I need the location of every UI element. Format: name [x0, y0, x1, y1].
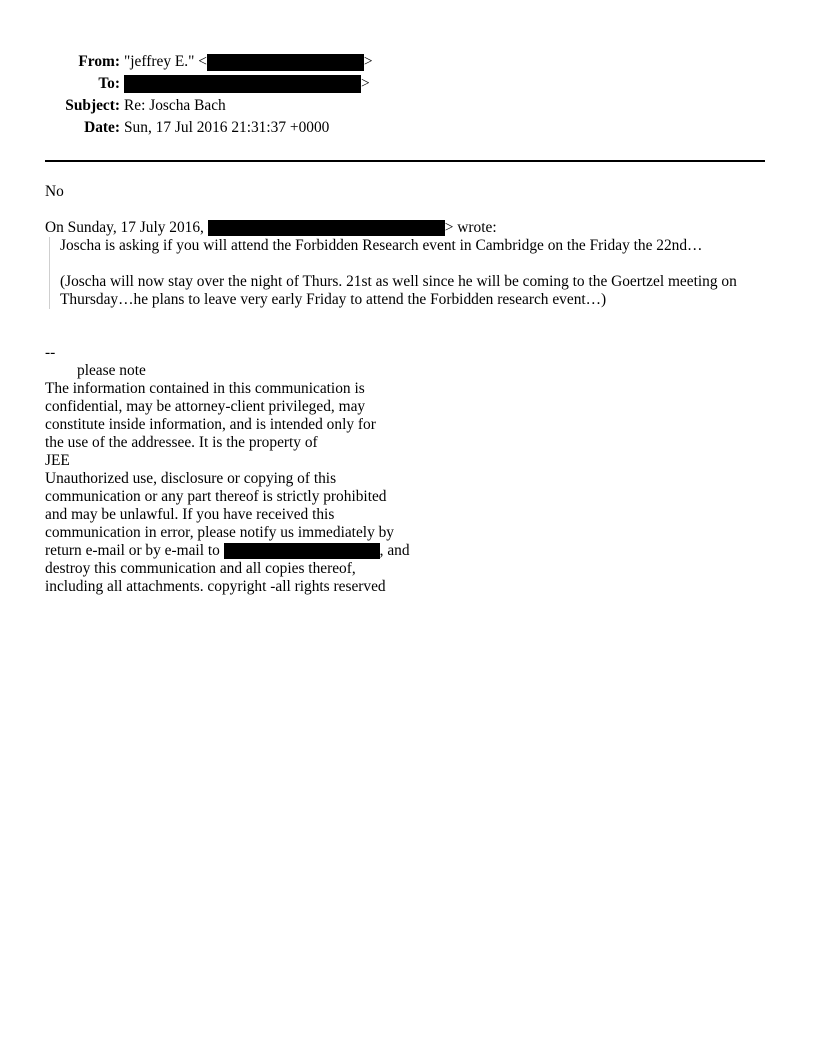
quote-line: (Joscha will now stay over the night of Thurs. 21st as well since he will be coming to the Goertzel meeting on [60, 273, 737, 290]
disclaimer-line: the use of the addressee. It is the property of [45, 434, 318, 451]
reply-text: No [45, 183, 64, 200]
attribution-prefix: On Sunday, 17 July 2016, [45, 219, 208, 236]
disclaimer-line: and may be unlawful. If you have received this [45, 506, 335, 523]
subject-label: Subject: [65, 97, 120, 114]
to-close: > [361, 75, 370, 92]
quote-attribution [45, 219, 497, 237]
from-value [124, 52, 373, 72]
disclaimer-line: confidential, may be attorney-client privileged, may [45, 398, 366, 415]
from-name: "jeffrey E." < [124, 53, 207, 70]
disclaimer-line: JEE [45, 452, 70, 469]
disclaimer-line: including all attachments. copyright -all rights reserved [45, 578, 386, 595]
signature-dashes: -- [45, 344, 56, 361]
disclaimer-line: constitute inside information, and is intended only for [45, 416, 376, 433]
from-label: From: [78, 53, 120, 70]
to-value [124, 74, 370, 94]
disclaimer-line: The information contained in this communication is [45, 380, 365, 397]
please-note: please note [77, 362, 146, 379]
subject-value: Re: Joscha Bach [124, 97, 226, 114]
redaction-box [207, 54, 364, 71]
redaction-box [124, 75, 361, 93]
date-value: Sun, 17 Jul 2016 21:31:37 +0000 [124, 119, 330, 136]
to-label: To: [98, 75, 120, 92]
disclaimer-line: destroy this communication and all copies thereof, [45, 560, 356, 577]
header-divider [45, 160, 765, 162]
quote-line: Thursday…he plans to leave very early Friday to attend the Forbidden research event…) [60, 291, 607, 308]
disclaimer-line: communication in error, please notify us immediately by [45, 524, 395, 541]
disclaimer-return-line [45, 542, 465, 560]
disclaimer-line: Unauthorized use, disclosure or copying of this [45, 470, 337, 487]
signature-block [45, 344, 465, 596]
from-close: > [363, 53, 373, 70]
redaction-box [224, 543, 380, 559]
quote-line: Joscha is asking if you will attend the Forbidden Research event in Cambridge on the Friday the 22nd… [60, 237, 703, 254]
return-prefix: return e-mail or by e-mail to [45, 542, 224, 559]
attribution-suffix: > wrote: [444, 219, 497, 236]
date-label: Date: [84, 119, 120, 136]
return-suffix: , and [379, 542, 410, 559]
redaction-box [208, 220, 445, 236]
disclaimer-line: communication or any part thereof is strictly prohibited [45, 488, 387, 505]
quote-bar [49, 237, 50, 309]
